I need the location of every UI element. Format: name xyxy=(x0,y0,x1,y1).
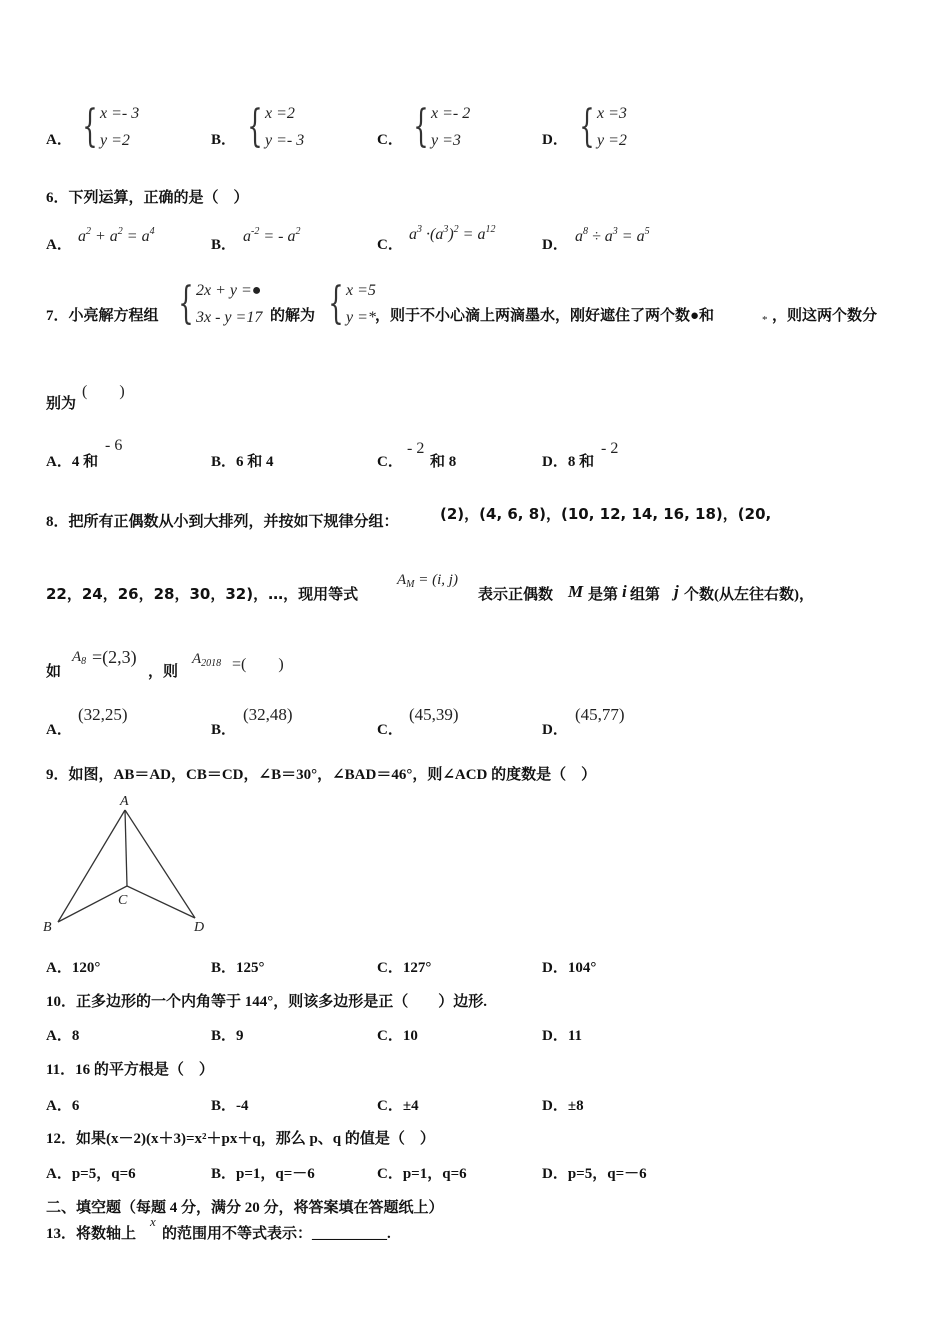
q8-def-text: 表示正偶数 xyxy=(478,587,554,603)
q10-stem: 10．正多边形的一个内角等于 144°，则该多边形是正（ ）边形. xyxy=(46,994,488,1010)
q7-option-c-sup: - 2 xyxy=(407,440,425,457)
q8-option-a-value: (32,25) xyxy=(78,705,128,724)
q6-option-d-label: D． xyxy=(542,237,568,253)
q5-option-a-label: A． xyxy=(46,132,72,148)
q13-suffix: 的范围用不等式表示：__________. xyxy=(162,1226,391,1242)
q11-option-a: A．6 xyxy=(46,1098,80,1114)
q6-option-a-label: A． xyxy=(46,237,72,253)
q8-then: ，则 xyxy=(148,664,179,680)
q7-prefix: 7．小亮解方程组 xyxy=(46,308,159,324)
section2-title: 二、填空题（每题 4 分，满分 20 分，将答案填在答题纸上） xyxy=(46,1200,444,1216)
q7-option-d-sup: - 2 xyxy=(601,440,619,457)
q7-option-c-after: 和 8 xyxy=(430,454,457,470)
q8-prefix: 8．把所有正偶数从小到大排列，并按如下规律分组： xyxy=(46,514,399,530)
q9-point-d: D xyxy=(194,920,205,935)
q8-a8: $A_8$ xyxy=(72,649,87,667)
q11-stem: 11．16 的平方根是（ ） xyxy=(46,1062,214,1078)
q5-option-c-label: C． xyxy=(377,132,403,148)
q7-line2: 别为 xyxy=(46,396,77,412)
q8-option-d-value: (45,77) xyxy=(575,705,625,724)
q6-option-c-expr: $a^3 \cdot(a^3)^2 = a^{12}$ xyxy=(409,224,496,243)
q9-option-c: C．127° xyxy=(377,960,432,976)
q8-option-c-value: (45,39) xyxy=(409,705,459,724)
q7-option-c: C． xyxy=(377,454,403,470)
q9-point-a: A xyxy=(120,794,129,809)
q12-option-c: C．p=1，q=6 xyxy=(377,1166,467,1182)
q8-line3-ru: 如 xyxy=(46,664,62,680)
q8-groups1: (2)，(4, 6, 8)，(10, 12, 14, 16, 18)，(20, xyxy=(440,505,772,523)
q6-option-c-label: C． xyxy=(377,237,403,253)
q12-stem: 12．如果(x－2)(x＋3)=x²＋px＋q，那么 p、q 的值是（ ） xyxy=(46,1131,435,1147)
q7-equation-system: { 2x + y =● 3x - y =17 xyxy=(178,278,263,329)
q10-option-a: A．8 xyxy=(46,1028,80,1044)
q5-option-d-label: D． xyxy=(542,132,568,148)
q8-line2: 22，24，26，28，30，32)，…，现用等式 xyxy=(46,585,359,603)
q8-a2018: $A_{2018}$ xyxy=(192,651,222,669)
q7-option-d: D．8 和 xyxy=(542,454,595,470)
q9-option-a: A．120° xyxy=(46,960,101,976)
q8-option-a-label: A． xyxy=(46,722,72,738)
q12-option-a: A．p=5，q=6 xyxy=(46,1166,136,1182)
q9-line-ac xyxy=(125,810,127,886)
q7-option-b: B．6 和 4 xyxy=(211,454,274,470)
q10-option-d: D．11 xyxy=(542,1028,583,1044)
q8-j: j xyxy=(674,582,679,601)
q6-option-a-expr: $a^2 + a^2 = a^4$ xyxy=(78,226,155,245)
q7-option-a: A．4 和 xyxy=(46,454,99,470)
q8-option-b-value: (32,48) xyxy=(243,705,293,724)
q7-star: * xyxy=(762,314,768,326)
q8-group-no: 组第 xyxy=(630,587,661,603)
q12-option-d: D．p=5，q=－6 xyxy=(542,1166,647,1182)
q7-mid: 的解为 xyxy=(270,308,316,324)
q6-option-d-expr: $a^8 \div a^3 = a^5$ xyxy=(575,226,650,245)
q8-am-symbol: $A_M = (i$, j) xyxy=(397,572,458,590)
q11-option-c: C．±4 xyxy=(377,1098,419,1114)
q8-option-b-label: B． xyxy=(211,722,237,738)
q8-i: i xyxy=(622,582,627,601)
q7-paren: ( ) xyxy=(82,383,125,400)
q9-stem: 9．如图，AB＝AD，CB＝CD，∠B＝30°，∠BAD＝46°，则∠ACD 的度数是（ ） xyxy=(46,767,597,783)
q7-suffix2: ，则这两个数分 xyxy=(772,308,878,324)
q9-point-b: B xyxy=(43,920,52,935)
q8-example: =(2,3) xyxy=(92,647,137,667)
q13-x: x xyxy=(150,1214,156,1229)
q11-option-b: B．-4 xyxy=(211,1098,249,1114)
q12-option-b: B．p=1，q=－6 xyxy=(211,1166,315,1182)
q8-option-d-label: D． xyxy=(542,722,568,738)
q8-M: M xyxy=(568,582,584,601)
q6-option-b-label: B． xyxy=(211,237,237,253)
q7-solution-system: { x =5 y =* xyxy=(328,278,376,329)
q9-option-b: B．125° xyxy=(211,960,265,976)
q8-ask: =( ) xyxy=(232,656,284,673)
q5-option-b-label: B． xyxy=(211,132,237,148)
q5-option-a-system: { x =- 3 y =2 xyxy=(82,101,140,152)
q6-option-b-expr: $a^{-2}$ = - $a^2$ xyxy=(243,226,301,245)
q10-option-c: C．10 xyxy=(377,1028,418,1044)
q7-suffix: ，则于不小心滴上两滴墨水，刚好遮住了两个数●和 xyxy=(375,308,715,324)
q9-point-c: C xyxy=(118,893,128,908)
q5-option-d-system: { x =3 y =2 xyxy=(579,101,627,152)
q8-count: 个数(从左往右数)， xyxy=(684,587,814,603)
q11-option-d: D．±8 xyxy=(542,1098,584,1114)
q5-option-b-system: { x =2 y =- 3 xyxy=(247,101,305,152)
q10-option-b: B．9 xyxy=(211,1028,244,1044)
q8-is-group: 是第 xyxy=(588,587,619,603)
q5-option-c-system: { x =- 2 y =3 xyxy=(413,101,471,152)
q7-option-a-sup: - 6 xyxy=(105,437,123,454)
q6-stem: 6．下列运算，正确的是（ ） xyxy=(46,190,249,206)
q9-option-d: D．104° xyxy=(542,960,597,976)
q8-option-c-label: C． xyxy=(377,722,403,738)
q13-prefix: 13．将数轴上 xyxy=(46,1226,137,1242)
q9-figure xyxy=(40,790,220,938)
